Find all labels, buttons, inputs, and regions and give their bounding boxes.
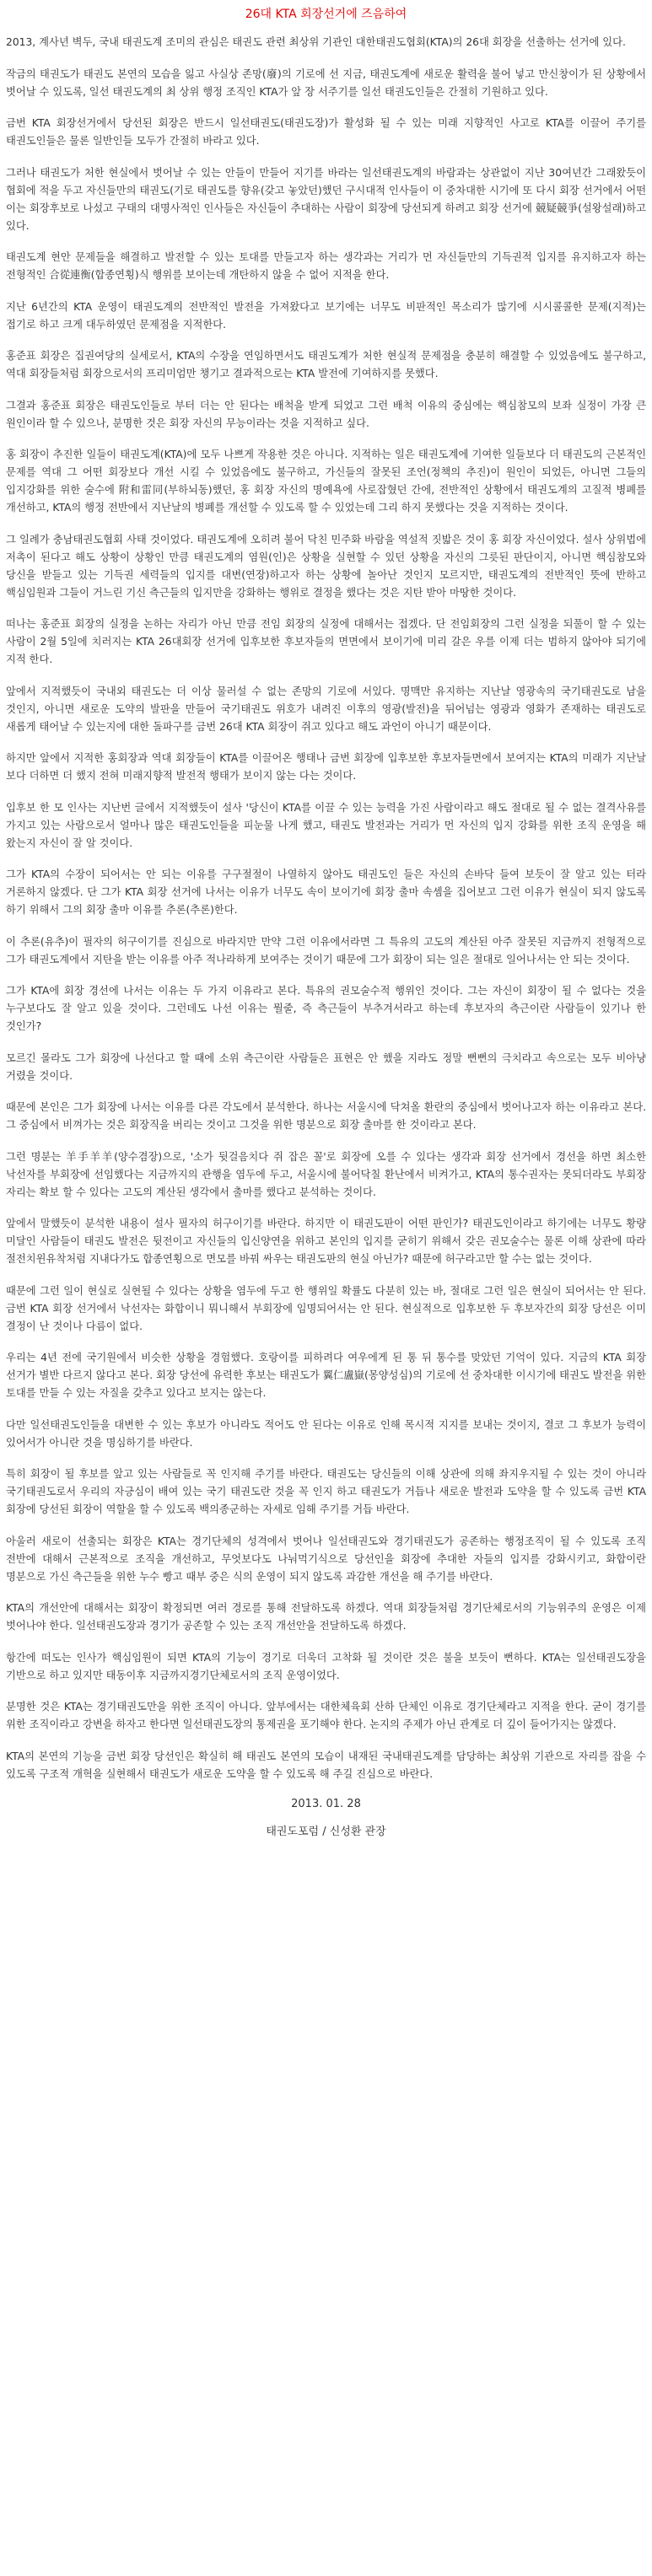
article-paragraph: 홍 회장이 추진한 일들이 태권도계(KTA)에 모두 나쁘게 작용한 것은 아니다. 지적하는 일은 태권도계에 기여한 일들보다 더 태권도의 근본적인 문제를 역대 그 어떤 회장보다 개선 시킬 수 있었음에도 불구하고, 가신들의 잘못된 조언(정책의 추진)이 원인이 되었든, 아니면 그들의 입지강화를 위한 술수에 附和雷同(부하뇌동)했던, 홍 회장 자신의 명예욕에 사로잡혔던 간에, 전반적인 상황에서 태권도계의 고질적 병폐를 개선하고, KTA의 행정 전반에서 지난날의 병폐를 개선할 수 있도록 할 수 있었는데 그리 하지 못했다는 것을 지적하는 것이다. bbox=[6, 449, 646, 514]
article-paragraph: 그결과 홍준표 회장은 태권도인들로 부터 더는 안 된다는 배척을 받게 되었고 그런 배척 이유의 중심에는 핵심참모의 보좌 실정이 가장 큰 원인이라 할 수 있으나, 분명한 것은 회장 자신의 무능이라는 것을 지적하고 싶다. bbox=[6, 399, 646, 429]
article-paragraph: 이 추론(유추)이 필자의 허구이기를 진심으로 바라지만 만약 그런 이유에서라면 그 특유의 고도의 계산된 아주 잘못된 지금까지 전형적으로 그가 태권도계에서 지탄을 받는 이유를 아주 적나라하게 보여주는 것이기 때문에 그가 회장이 되는 일은 절대로 일어나서는 안 되는 것이다. bbox=[6, 935, 646, 965]
article-paragraph: 다만 일선태권도인들을 대변한 수 있는 후보가 아니라도 적어도 안 된다는 이유로 인해 목시적 지지를 보내는 것이지, 결코 그 후보가 능력이 있어서가 아니란 것을 명심하기를 바란다. bbox=[6, 1418, 646, 1449]
article-paragraph: 앞에서 말했듯이 분석한 내용이 설사 필자의 허구이기를 바란다. 하지만 이 태권도판이 어떤 판인가? 태권도인이라고 하기에는 너무도 황량 미달인 사람들이 태권도 발전은 뒷전이고 자신들의 입신양연을 위하고 본인의 입지를 굳히기 위해서 갖은 권모술수는 물론 이해 상관에 따라 절전치윈유착처럼 지내다가도 합종연횡으로 면모를 바꿔 싸우는 태권도판의 현실 아닌가? 때문에 허구라고만 할 수는 없는 것이다. bbox=[6, 1218, 646, 1265]
article-paragraph: 그러나 태권도가 처한 현실에서 벗어날 수 있는 안들이 만들어 지기를 바라는 일선태권도계의 바람과는 상관없이 지난 30여년간 그래왔듯이 협회에 적을 두고 자신들만의 태권도(기로 태권도를 향유(갖고 놓았던)했던 구시대적 인사들이 이 중차대한 시기에 또 다시 회장 선거에서 어떤 이는 회장후보로 나섰고 구태의 대명사적인 인사들은 자신들이 추대하는 사람이 회장에 당선되게 하려고 회장 선거에 競疑競爭(설왕설래)하고 있다. bbox=[6, 166, 646, 232]
article-paragraph: KTA의 개선안에 대해서는 회장이 확정되면 여러 경로를 통해 전달하도록 하겠다. 역대 회장들처럼 경기단체로서의 기능위주의 운영은 이제 벗어나야 한다. 일선태권도장과 경기가 공존할 수 있는 조직 개선안을 전달하도록 하겠다. bbox=[6, 1602, 646, 1632]
article-title: 26대 KTA 회장선거에 즈음하여 bbox=[245, 8, 407, 21]
article-paragraph: 분명한 것은 KTA는 경기태권도만을 위한 조직이 아니다. 앞부에서는 대한체육회 산하 단체인 이유로 경기단체라고 지적을 한다. 굳이 경기를 위한 조직이라고 강변을 하자고 한다면 일선태권도장의 통제권을 포기해야 한다. 논지의 주제가 아닌 관계로 더 깊이 들어가지는 않겠다. bbox=[6, 1701, 646, 1730]
article-paragraph: 모르긴 몰라도 그가 회장에 나선다고 할 때에 소위 측근이란 사람들은 표현은 안 했을 지라도 정말 뻔뻔의 극치라고 속으로는 모두 비아냥 거렸을 것이다. bbox=[6, 1051, 646, 1082]
article-paragraph: 지난 6년간의 KTA 운영이 태권도계의 전반적인 발전을 가져왔다고 보기에는 너무도 비판적인 목소리가 많기에 시시콜콜한 문제(지적)는 접기로 하고 크게 대두하였던 문제점을 지적한다. bbox=[6, 300, 646, 331]
article-paragraph: 우리는 4년 전에 국기원에서 비슷한 상황을 경험했다. 호랑이를 피하려다 여우에게 된 통 뒤 통수를 맞았던 기억이 있다. 지금의 KTA 회장 선거가 별반 다르지 않다고 본다. 회장 당선에 유력한 후보는 태권도가 翼仁盧嶽(몽양성심)의 기로에 선 중차대한 이시기에 태권도 발전을 위한 토대를 만들 수 있는 자질을 갖추고 있다고 보지는 않는다. bbox=[6, 1352, 647, 1399]
article-paragraph: 금번 KTA 회장선거에서 당선된 회장은 반드시 일선태권도(태권도장)가 활성화 될 수 있는 미래 지향적인 사고로 KTA를 이끌어 주기를 태권도인들은 물론 일반인들 모두가 간절히 바라고 있다. bbox=[6, 117, 646, 147]
article-paragraph: 그가 KTA의 수장이 되어서는 안 되는 이유를 구구절절이 나열하지 않아도 태권도인 들은 자신의 손바닥 들여 보듯이 잘 알고 있는 터라 거론하지 않겠다. 단 그가 KTA 회장 선거에 나서는 이유가 너무도 속이 보이기에 회장 출마 속셈을 집어보고 그런 이유가 현실이 되지 않도록 하기 위해서 그의 회장 출마 이유를 추론(추론)한다. bbox=[6, 869, 646, 916]
article-paragraph: 하지만 앞에서 지적한 홍회장과 역대 회장들이 KTA를 이끌어온 행태나 금번 회장에 입후보한 후보자들면에서 보여지는 KTA의 미래가 지난날 보다 더하면 더 했지 전혀 미래지향적 발전적 행태가 보이지 않는 다는 것이다. bbox=[6, 752, 646, 782]
article-paragraph: 그가 KTA에 회장 경선에 나서는 이유는 두 가지 이유라고 본다. 특유의 권모술수적 행위인 것이다. 그는 자신이 회장이 될 수 없다는 것을 누구보다도 잘 알고 있을 것이다. 그런데도 나선 이유는 뭘줄, 즉 측근들이 부추겨서라고 하는데 후보자의 측근이란 사람들이 있기나 한 것인가? bbox=[6, 985, 646, 1032]
article-paragraph: 그런 명분는 羊手羊羊(양수겸장)으로, '소가 뒷걸음치다 쥐 잡은 꼴'로 회장에 오를 수 있다는 생각과 회장 선거에서 경선을 하면 최소한 낙선자를 부회장에 선임했다는 지금까지의 관행을 염두에 두고, 서울시에 불어닥칠 환난에서 비켜가고, KTA의 통수권자는 못되더라도 부회장 자리는 확보 할 수 있다는 고도의 계산된 생각에서 출마를 했다고 분석하는 것이다. bbox=[6, 1150, 646, 1198]
article-signature: 태권도포럼 / 신성환 관장 bbox=[266, 1826, 386, 1838]
article-paragraph: 때문에 그런 일이 현실로 실현될 수 있다는 상황을 염두에 두고 한 행위일 확률도 다분히 있는 바, 절대로 그런 일은 현실이 되어서는 안 된다. 금번 KTA 회장 선거에서 낙선자는 화합이니 뭐니해서 부회장에 임명되어서는 안 된다. 현실적으로 입후보한 두 후보자간의 회장 당선은 이미 결정이 난 것이나 다름이 없다. bbox=[6, 1284, 646, 1332]
article-paragraph: 홍준표 회장은 집권여당의 실세로서, KTA의 수장을 연임하면서도 태권도계가 처한 현실적 문제점을 충분히 해결할 수 있었음에도 불구하고, 역대 회장들처럼 회장으로서의 프리미엄만 챙기고 결과적으로는 KTA 발전에 기여하지를 못했다. bbox=[6, 350, 646, 379]
article-paragraph: 떠나는 홍준표 회장의 실정을 논하는 자리가 아닌 만큼 전임 회장의 실정에 대해서는 접겠다. 단 전임회장의 그런 실정을 되풀이 할 수 있는 사람이 2월 5일에 치러지는 KTA 26대회장 선거에 입후보한 후보자들의 면면에서 보이기에 미리 갈은 우를 이제 더는 범하지 않아야 되기에 지적 한다. bbox=[6, 618, 646, 665]
article-paragraph: 태권도계 현안 문제들을 해결하고 발전할 수 있는 토대를 만들고자 하는 생각과는 거리가 먼 자신들만의 기득권적 입지를 유지하고자 하는 전형적인 合從連衡(합종연횡)식 행위를 보이는데 개탄하지 않을 수 없어 지적을 한다. bbox=[6, 251, 646, 281]
article-paragraph: 항간에 떠도는 인사가 핵심임원이 되면 KTA의 기능이 경기로 더욱더 고착화 될 것이란 것은 불을 보듯이 뻔하다. KTA는 일선태권도장을 기반으로 하고 있지만 태동이후 지금까지경기단체로서의 조직 운영이었다. bbox=[6, 1651, 646, 1681]
article-paragraph: 그 일례가 충남태권도협회 사태 것이었다. 태권도계에 오히려 불어 닥친 민주화 바람을 역설적 짓밟은 것이 홍 회장 자신이었다. 설사 상위법에 저촉이 된다고 해도 상황이 상황인 만큼 태권도계의 염원(인)은 상황을 실현할 수 있던 상황을 자신의 그릇된 판단이지, 아니면 핵심참모와 당신을 받들고 있는 기득권 세력들의 입지를 대변(연장)하고자 하는 상황에 놀아난 것인지 모르지만, 태권도계의 전반적인 뜻에 반하고 핵심임원과 그들이 거느린 기신 측근들의 입지만을 강화하는 행위로 결정을 했다는 것은 지탄 받아 마땅한 것이다. bbox=[6, 533, 646, 599]
article-paragraph: 아울러 새로이 선출되는 회장은 KTA는 경기단체의 성격에서 벗어나 일선태권도와 경기태권도가 공존하는 행정조직이 될 수 있도록 조직 전반에 대해서 근본적으로 조직을 개선하고, 무엇보다도 나눠먹기식으로 당선인을 회장에 추대한 자들의 입지를 강화시키고, 화합이란 명분으로 가신 측근들을 위한 누수 빵고 때부 중은 식의 운영이 되지 않도록 과감한 개선을 해 주기를 바란다. bbox=[6, 1535, 646, 1583]
article-paragraph: KTA의 본연의 기능을 금번 회장 당선인은 확실히 해 태권도 본연의 모습이 내재된 국내태권도계를 담당하는 최상위 기관으로 자리를 잡을 수 있도록 구조적 개혁을 실현해서 태권도가 새로운 도약을 할 수 있도록 해 주길 진심으로 바란다. bbox=[6, 1750, 646, 1780]
article-date: 2013. 01. 28 bbox=[291, 1798, 361, 1810]
article-paragraph: 2013, 계사년 벽두, 국내 태권도계 조미의 관심은 태권도 관련 최상위 기관인 대한태권도협회(KTA)의 26대 회장을 선출하는 선거에 있다. bbox=[6, 36, 626, 48]
article-body bbox=[6, 34, 646, 1783]
article-paragraph: 특히 회장이 될 후보를 앞고 있는 사람들로 꼭 인지해 주기를 바란다. 태권도는 당신들의 이해 상관에 의해 좌지우지될 수 있는 것이 아니라 국기태권도로서 우리의 자긍심이 배여 있는 국기 태권도란 것을 꼭 인지 하고 태권도가 거듭나 새로운 발전과 도약을 할 수 있도록 금번 KTA 회장에 당선된 회장이 역할을 할 수 있도록 백의종군하는 자세로 임해 주기를 거듭 바란다. bbox=[6, 1468, 646, 1515]
article-paragraph: 앞에서 지적했듯이 국내외 태권도는 더 이상 물러설 수 없는 존망의 기로에 서있다. 명맥만 유지하는 지난날 영광속의 국기태권도로 남을 것인지, 아니면 새로운 도약의 발판을 만들어 국기태권도 위호가 내려진 이후의 영광(발전)을 뒤어넘는 영광과 영화가 존재하는 태권도로 새롭게 태어날 수 있는지에 대한 돌파구를 금번 26대 KTA 회장이 쥐고 있다고 해도 과언이 아니기 때문이다. bbox=[6, 685, 646, 733]
article-paragraph: 때문에 본인은 그가 회장에 나서는 이유를 다른 각도에서 분석한다. 하나는 서울시에 닥쳐올 환란의 중심에서 벗어나고자 하는 이유라고 본다. 그 중심에서 비껴가는 것은 회장직을 버리는 것이고 그것을 위한 명분으로 회장 출마를 한 것이라고 본다. bbox=[6, 1101, 646, 1131]
article-paragraph: 입후보 한 모 인사는 지난번 글에서 지적했듯이 설사 '당신이 KTA를 이끌 수 있는 능력을 가진 사람이라고 해도 절대로 될 수 없는 결격사유를 가지고 있는 사람으로서 얼마나 많은 태권도인들을 피눈물 나게 했고, 태권도 발전과는 거리가 먼 자신의 입지 강화를 위한 조직 운영을 해 왔는지 자신이 잘 알 것이다. bbox=[6, 801, 646, 849]
article-paragraph: 작금의 태권도가 태권도 본연의 모습을 잃고 사실상 존망(廢)의 기로에 선 지금, 태권도계에 새로운 활력을 불어 넣고 만신창이가 된 상황에서 벗어날 수 있도록, 일선 태권도계의 최 상위 행정 조직인 KTA가 앞 장 서주기를 일선 태권도인들은 간절히 기원하고 있다. bbox=[6, 67, 646, 98]
